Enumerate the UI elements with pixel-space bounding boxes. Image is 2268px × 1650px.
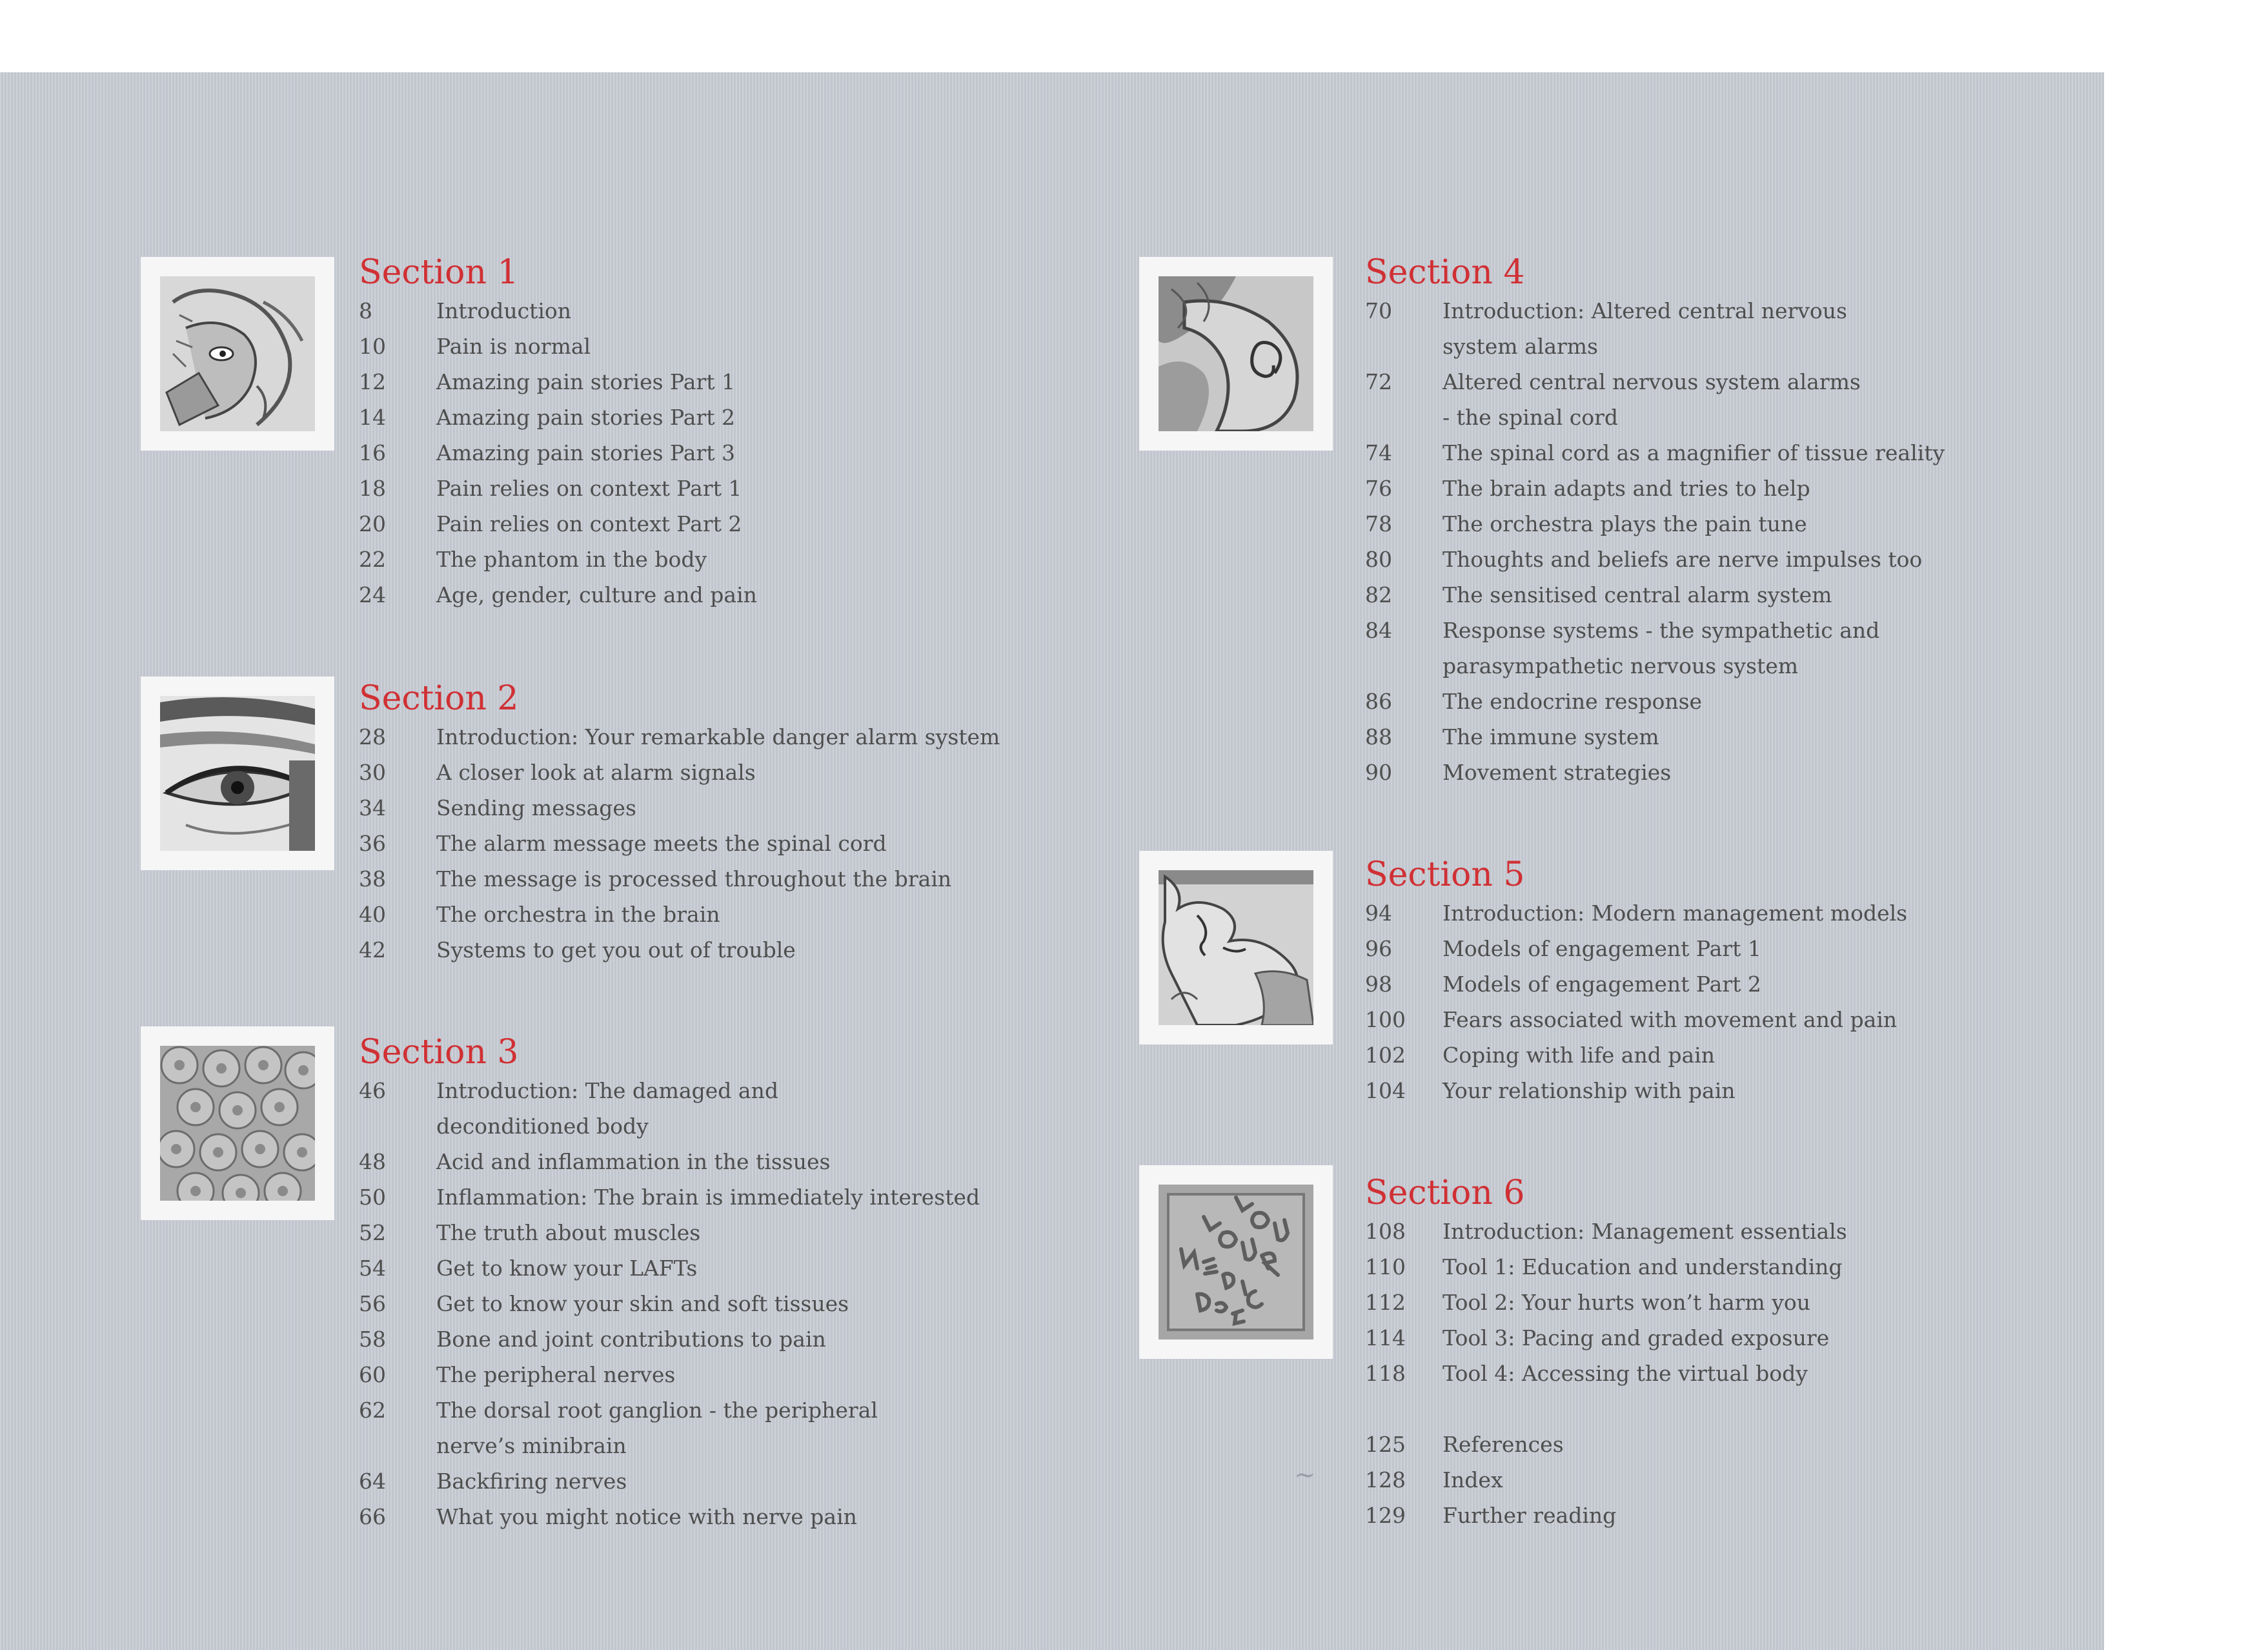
face-illustration-icon [160,276,315,431]
page-number: 84 [1365,618,1392,643]
entry-title: Introduction: Altered central nervous [1443,298,1847,323]
page-number: 40 [359,902,386,927]
entry-title: Coping with life and pain [1443,1043,1715,1068]
page-number: 114 [1365,1325,1406,1350]
entry-title: Tool 1: Education and understanding [1443,1254,1843,1279]
page-number: 64 [359,1469,386,1494]
page-number: 28 [359,724,386,749]
page-number: 76 [1365,476,1392,501]
page-number: 94 [1365,901,1392,926]
entry-title: Your relationship with pain [1443,1078,1736,1103]
entry-title: Tool 3: Pacing and graded exposure [1443,1325,1830,1350]
entry-title: Tool 2: Your hurts won’t harm you [1443,1290,1810,1315]
entry-title: Introduction: The damaged and [436,1078,778,1103]
page-number: 24 [359,582,386,607]
entry-title: The dorsal root ganglion - the peripheral [436,1398,878,1423]
entry-title: What you might notice with nerve pain [436,1504,857,1529]
page-number: 38 [359,866,386,891]
entry-title-line-2: system alarms [1443,334,1598,359]
entry-title: Models of engagement Part 1 [1443,936,1761,961]
entry-title: Thoughts and beliefs are nerve impulses too [1443,547,1923,572]
section-1-thumbnail [141,257,334,451]
page-number: 50 [359,1185,386,1210]
entry-title: Acid and inflammation in the tissues [436,1149,831,1174]
page-number: 112 [1365,1290,1406,1315]
page-number: 58 [359,1327,386,1352]
entry-title: Tool 4: Accessing the virtual body [1443,1361,1808,1386]
entry-title: Inflammation: The brain is immediately interested [436,1185,980,1210]
section-5-title: Section 5 [1365,855,1525,894]
section-6-thumbnail [1139,1165,1333,1359]
entry-title: Movement strategies [1443,760,1672,785]
page-number: 30 [359,760,386,785]
page-number: 34 [359,795,386,820]
page-number: 66 [359,1504,386,1529]
entry-title: Response systems - the sympathetic and [1443,618,1880,643]
page-number: 82 [1365,582,1392,607]
paper-mark: ∼ [1294,1460,1316,1490]
entry-title-line-2: - the spinal cord [1443,405,1619,430]
page-number: 56 [359,1291,386,1316]
eye-illustration-icon [160,696,315,851]
page-number: 88 [1365,724,1392,749]
entry-title: Amazing pain stories Part 1 [436,369,735,394]
entry-title: Systems to get you out of trouble [436,937,796,962]
page-number: 60 [359,1362,386,1387]
entry-title: The spinal cord as a magnifier of tissue reality [1443,440,1945,465]
page-number: 12 [359,369,386,394]
entry-title: Pain relies on context Part 1 [436,476,742,501]
page-number: 110 [1365,1254,1406,1279]
page-number: 72 [1365,369,1392,394]
entry-title: Age, gender, culture and pain [436,582,757,607]
page-number: 118 [1365,1361,1406,1386]
page-number: 18 [359,476,386,501]
page-number: 104 [1365,1078,1406,1103]
entry-title: The peripheral nerves [436,1362,676,1387]
entry-title: A closer look at alarm signals [436,760,756,785]
entry-title: References [1443,1432,1564,1457]
profile-face-illustration-icon [1159,870,1313,1025]
entry-title: Models of engagement Part 2 [1443,972,1761,997]
entry-title: The brain adapts and tries to help [1443,476,1810,501]
page-number: 52 [359,1220,386,1245]
page-number: 36 [359,831,386,856]
page-number: 80 [1365,547,1392,572]
entry-title: The sensitised central alarm system [1443,582,1832,607]
entry-title: The orchestra plays the pain tune [1443,511,1807,536]
entry-title-line-2: deconditioned body [436,1114,649,1139]
section-3-title: Section 3 [359,1033,519,1072]
page-number: 54 [359,1256,386,1281]
page-number: 90 [1365,760,1392,785]
page-number: 8 [359,298,372,323]
page-number: 125 [1365,1432,1406,1457]
section-1-title: Section 1 [359,253,519,292]
page-number: 78 [1365,511,1392,536]
entry-title: Further reading [1443,1503,1617,1528]
cells-pattern-icon [160,1046,315,1201]
ear-illustration-icon [1159,276,1313,431]
page-number: 42 [359,937,386,962]
entry-title: Fears associated with movement and pain [1443,1007,1898,1032]
page-number: 10 [359,334,386,359]
entry-title: Introduction: Your remarkable danger alarm system [436,724,1000,749]
page-number: 96 [1365,936,1392,961]
page-number: 20 [359,511,386,536]
entry-title: The immune system [1443,724,1659,749]
entry-title: Get to know your LAFTs [436,1256,698,1281]
section-6-title: Section 6 [1365,1174,1525,1212]
entry-title: Altered central nervous system alarms [1443,369,1861,394]
entry-title: Backfiring nerves [436,1469,627,1494]
entry-title: Introduction: Management essentials [1443,1219,1847,1244]
page-number: 98 [1365,972,1392,997]
page-number: 128 [1365,1467,1406,1492]
entry-title-line-2: nerve’s minibrain [436,1433,627,1458]
handwritten-note-illustration-icon [1159,1185,1313,1339]
entry-title: Pain relies on context Part 2 [436,511,742,536]
page-number: 70 [1365,298,1392,323]
page-number: 62 [359,1398,386,1423]
entry-title: Introduction: Modern management models [1443,901,1908,926]
entry-title: Pain is normal [436,334,591,359]
page-number: 48 [359,1149,386,1174]
entry-title: Get to know your skin and soft tissues [436,1291,849,1316]
entry-title: The alarm message meets the spinal cord [436,831,887,856]
page-number: 129 [1365,1503,1406,1528]
section-2-title: Section 2 [359,679,519,718]
section-2-thumbnail [141,677,334,870]
page-number: 14 [359,405,386,430]
page-number: 16 [359,440,386,465]
section-3-thumbnail [141,1026,334,1220]
page-number: 100 [1365,1007,1406,1032]
entry-title: Introduction [436,298,571,323]
entry-title: The phantom in the body [436,547,707,572]
entry-title: Sending messages [436,795,636,820]
entry-title: The orchestra in the brain [436,902,720,927]
section-5-thumbnail [1139,851,1333,1044]
page-number: 22 [359,547,386,572]
entry-title: Bone and joint contributions to pain [436,1327,826,1352]
entry-title: Amazing pain stories Part 2 [436,405,735,430]
page-number: 86 [1365,689,1392,714]
page-number: 108 [1365,1219,1406,1244]
section-4-title: Section 4 [1365,253,1525,292]
entry-title: Amazing pain stories Part 3 [436,440,735,465]
entry-title: The truth about muscles [436,1220,701,1245]
page-number: 74 [1365,440,1392,465]
entry-title: The endocrine response [1443,689,1703,714]
entry-title-line-2: parasympathetic nervous system [1443,653,1799,678]
entry-title: The message is processed throughout the brain [436,866,952,891]
entry-title: Index [1443,1467,1503,1492]
section-4-thumbnail [1139,257,1333,451]
page-number: 102 [1365,1043,1406,1068]
page-number: 46 [359,1078,386,1103]
